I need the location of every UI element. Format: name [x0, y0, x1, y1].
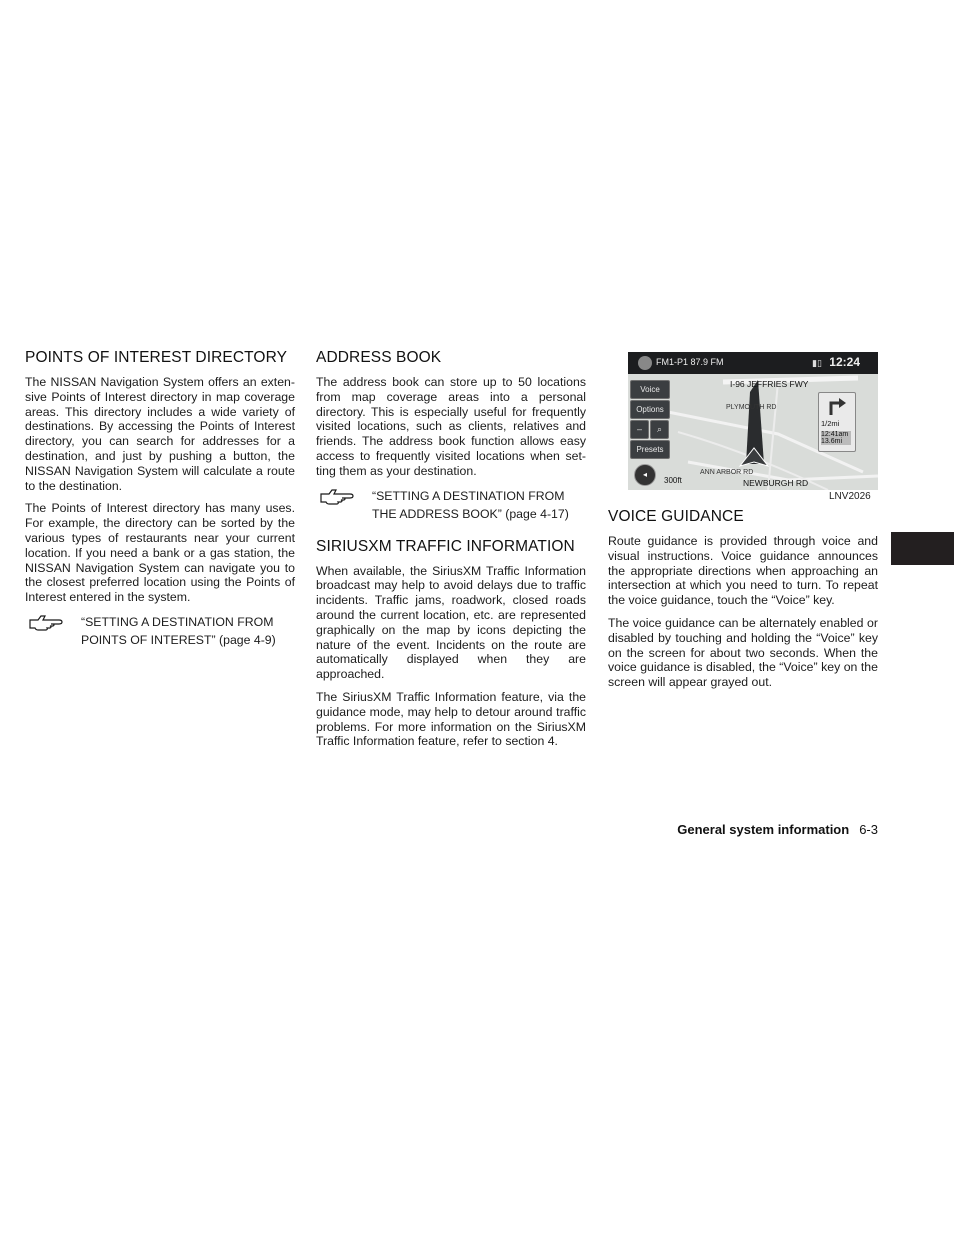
paragraph: Route guidance is provided through voice and visual instructions. Voice guidance announces the appropriate directions when approaching an intersection at which you need to turn. To repeat the voice guidance, touch the “Voice” key. — [608, 534, 878, 608]
paragraph: When available, the SiriusXM Traffic Information broadcast may help to avoid delays due to traffic incidents. Traffic jams, roadwork, closed roads around the current location, etc. are represented graphically on the map by icons depicting the nature of the event. Incidents on the route are automatically displayed when they are approached. — [316, 563, 586, 682]
heading-siriusxm-traffic: SIRIUSXM TRAFFIC INFORMATION — [316, 537, 575, 555]
compass-icon[interactable]: ◂ — [634, 464, 656, 486]
road-label: ANN ARBOR RD — [700, 469, 754, 476]
cross-reference[interactable] — [25, 613, 295, 649]
turn-distance: 1/2mi — [821, 419, 840, 428]
heading-address-book: ADDRESS BOOK — [316, 349, 442, 366]
road-label: NEWBURGH RD — [743, 478, 809, 488]
zoom-out-icon[interactable]: – — [630, 420, 649, 439]
column-right — [608, 507, 878, 698]
page-footer — [677, 822, 878, 837]
pointing-hand-icon — [29, 613, 63, 631]
radio-station: FM1-P1 87.9 FM — [656, 357, 724, 367]
turn-right-arrow-icon — [819, 393, 855, 417]
reference-text: “SETTING A DESTINATION FROM THE ADDRESS BOOK” (page 4-17) — [372, 488, 569, 521]
voice-button[interactable]: Voice — [630, 380, 670, 399]
paragraph: The Points of Interest directory has many uses. For example, the directory can be sorted by the various types of restaurants near your current location. If you need a bank or a gas station, the NISSAN Navigation System can navigate you to the closest preferred location using the Points of Interest entered in the system. — [25, 501, 295, 605]
turn-indicator — [818, 392, 856, 452]
paragraph: The NISSAN Navigation System offers an exten-sive Points of Interest directory in map coverage areas. This directory includes a wide variety of destinations. By accessing the Points of Interest directory, you can search for addresses for a destination, and just by pushing a button, the NISSAN Navigation System will calculate a route to the destination. — [25, 375, 295, 493]
heading-points-of-interest: POINTS OF INTEREST DIRECTORY — [25, 349, 288, 366]
pointing-hand-icon — [320, 487, 354, 505]
column-middle — [316, 348, 586, 757]
heading-voice-guidance: VOICE GUIDANCE — [608, 508, 744, 525]
figure-code: LNV2026 — [829, 491, 871, 502]
footer-section-title: General system information — [677, 822, 850, 837]
clock: 12:24 — [829, 355, 860, 369]
road-label: PLYMOUTH RD — [726, 404, 777, 411]
section-tab — [891, 532, 954, 565]
status-bar — [628, 352, 878, 374]
zoom-in-icon[interactable]: ⌕ — [650, 420, 669, 439]
column-left — [25, 348, 295, 658]
options-button[interactable]: Options — [630, 400, 670, 419]
road-label: I-96 JEFFRIES FWY — [730, 379, 809, 389]
arrival-info: 12:41am 13.6mi — [821, 431, 851, 445]
paragraph: The voice guidance can be alternately enabled or disabled by touching and holding the “Voice” key on the screen for about two seconds. When the voice guidance is disabled, the “Voice” key on the screen will appear grayed out. — [608, 615, 878, 690]
paragraph: The SiriusXM Traffic Information feature, via the guidance mode, may help to detour around traffic problems. For more information on the SiriusXM Traffic Information feature, refer to section 4. — [316, 689, 586, 749]
presets-button[interactable]: Presets — [630, 440, 670, 459]
signal-icon: ▮▯ — [812, 358, 822, 368]
map-scale: 300ft — [664, 476, 682, 485]
reference-text: “SETTING A DESTINATION FROM POINTS OF INTEREST” (page 4-9) — [81, 614, 276, 647]
navigation-screen-image — [628, 352, 878, 490]
cross-reference[interactable] — [316, 487, 586, 523]
paragraph: The address book can store up to 50 locations from map coverage areas into a personal directory. This is especially useful for frequently visited locations, such as clients, relatives and friends. The address book function allows easy access to frequently visited locations when set-ting them as your destination. — [316, 375, 586, 478]
radio-icon — [638, 356, 652, 370]
page-number: 6-3 — [859, 822, 878, 837]
